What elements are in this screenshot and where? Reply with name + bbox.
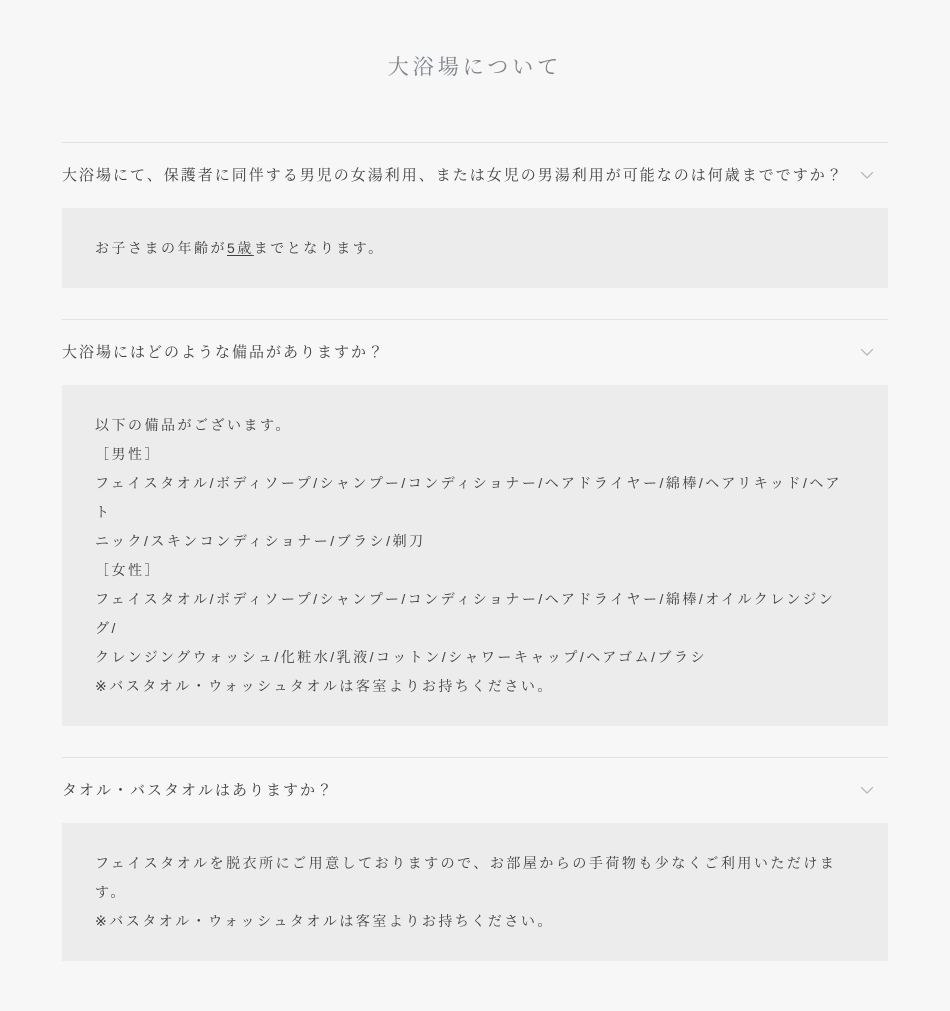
- faq-list: [62, 142, 888, 961]
- answer-line: ※バスタオル・ウォッシュタオルは客室よりお持ちください。: [95, 678, 554, 694]
- faq-question-label: 大浴場にて、保護者に同伴する男児の女湯利用、または女児の男湯利用が可能なのは何歳までですか？: [62, 167, 844, 184]
- answer-line: フェイスタオル/ボディソープ/シャンプー/コンディショナー/ヘアドライヤー/綿棒/オイルクレンジング/: [95, 591, 836, 636]
- answer-line: フェイスタオルを脱衣所にご用意しておりますので、お部屋からの手荷物も少なくご利用いただけます。: [95, 855, 837, 900]
- chevron-down-icon: [860, 348, 874, 357]
- answer-line: ［女性］: [95, 562, 161, 578]
- chevron-down-icon: [860, 786, 874, 795]
- faq-page: [62, 52, 888, 961]
- answer-line: クレンジングウォッシュ/化粧水/乳液/コットン/シャワーキャップ/ヘアゴム/ブラシ: [95, 649, 707, 665]
- answer-text-suffix: までとなります。: [253, 240, 385, 256]
- answer-line: フェイスタオル/ボディソープ/シャンプー/コンディショナー/ヘアドライヤー/綿棒/ヘアリキッド/ヘアト: [95, 475, 842, 520]
- answer-line: [95, 234, 855, 263]
- faq-question-amenities[interactable]: [62, 320, 888, 385]
- answer-line: ［男性］: [95, 446, 161, 462]
- chevron-down-icon: [860, 171, 874, 180]
- faq-answer-amenities: [62, 385, 888, 726]
- faq-item-amenities: [62, 319, 888, 726]
- faq-question-label: タオル・バスタオルはありますか？: [62, 782, 335, 799]
- answer-line: 以下の備品がございます。: [95, 417, 292, 433]
- faq-answer-age-limit: [62, 208, 888, 288]
- answer-text-prefix: お子さまの年齢が: [95, 240, 227, 256]
- answer-line: ニック/スキンコンディショナー/ブラシ/剃刀: [95, 533, 426, 549]
- faq-question-age-limit[interactable]: [62, 143, 888, 208]
- faq-answer-towels: [62, 823, 888, 961]
- faq-item-towels: [62, 757, 888, 961]
- faq-question-towels[interactable]: [62, 758, 888, 823]
- answer-line: ※バスタオル・ウォッシュタオルは客室よりお持ちください。: [95, 913, 554, 929]
- faq-question-label: 大浴場にはどのような備品がありますか？: [62, 344, 386, 361]
- faq-item-age-limit: [62, 142, 888, 288]
- answer-text-underlined: 5歳: [227, 240, 254, 256]
- page-title: 大浴場について: [387, 55, 563, 79]
